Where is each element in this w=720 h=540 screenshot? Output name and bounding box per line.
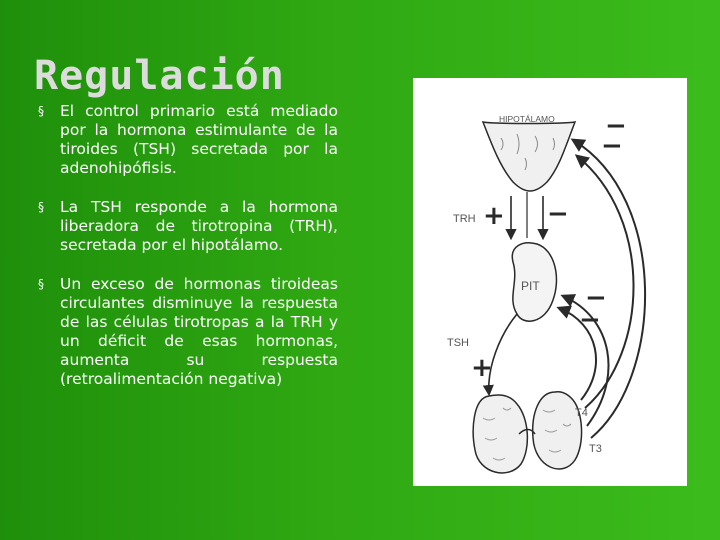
thyroid-axis-diagram <box>413 78 687 486</box>
trh-label: TRH <box>453 213 476 225</box>
tsh-arrow <box>489 314 517 394</box>
bullet-text: El control primario está mediado por la hormona estimulante de la tiroides (TSH) secretada por la adenohipófisis. <box>60 102 338 177</box>
feedback-minus-sign-2: − <box>601 131 623 161</box>
bullet-marker-icon: § <box>38 277 44 291</box>
trh-plus-sign: + <box>483 201 505 231</box>
bullet-text: Un exceso de hormonas tiroideas circulantes disminuye la respuesta de las células tirotropas a la TRH y un déficit de esas hormonas, aumenta su respuesta (retroalimentación negativa) <box>60 275 338 388</box>
trh-minus-sign: − <box>547 199 569 229</box>
bullet-marker-icon: § <box>38 104 44 118</box>
feedback-minus-sign-1: − <box>605 111 627 141</box>
slide-title: Regulación <box>34 53 285 99</box>
bullet-item <box>38 198 338 255</box>
hypothalamus-shape <box>483 122 575 191</box>
bullet-item <box>38 275 338 389</box>
feedback-minus-sign-4: − <box>579 305 601 335</box>
bullet-list <box>38 102 338 409</box>
bullet-marker-icon: § <box>38 200 44 214</box>
diagram-svg <box>413 78 687 486</box>
feedback-arrow-to-hypothalamus-inner <box>577 156 634 408</box>
bullet-text: La TSH responde a la hormona liberadora de tirotropina (TRH), secretada por el hipotálamo. <box>60 198 338 254</box>
t3-label: T3 <box>589 443 602 455</box>
t4-label: T4 <box>575 407 588 419</box>
feedback-minus-sign-3: − <box>585 283 607 313</box>
tsh-plus-sign: + <box>471 353 493 383</box>
hypothalamus-label: HIPOTÁLAMO <box>499 114 555 124</box>
tsh-label: TSH <box>447 337 469 349</box>
pituitary-label: PIT <box>521 279 540 293</box>
bullet-item <box>38 102 338 178</box>
